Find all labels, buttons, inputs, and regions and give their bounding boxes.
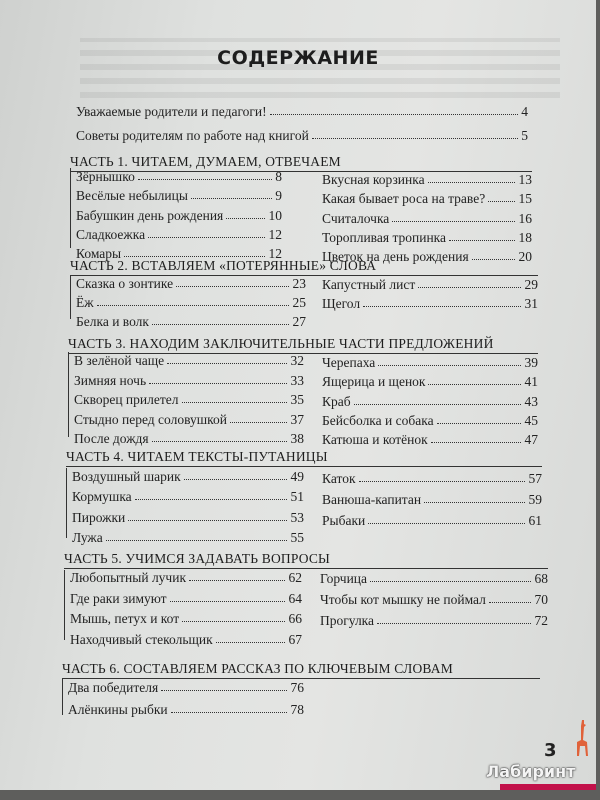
toc-entry (322, 210, 532, 227)
toc-entry (320, 570, 548, 587)
accent-stripe (500, 784, 596, 790)
toc-entry-title: Горчица (320, 571, 368, 586)
toc-entry-title: Пирожки (72, 510, 126, 525)
toc-entry-title: Ящерица и щенок (322, 374, 426, 389)
column-divider (64, 570, 65, 640)
toc-page-number: 5 (521, 128, 528, 143)
dot-leader (392, 221, 515, 222)
dot-leader (431, 442, 521, 443)
toc-entry (322, 354, 538, 371)
watermark: Лабиринт (486, 762, 576, 781)
column-divider (70, 276, 71, 319)
dot-leader (216, 642, 285, 643)
toc-page-number: 41 (524, 374, 538, 389)
dot-leader (368, 523, 525, 524)
dot-leader (128, 520, 287, 521)
toc-entry (322, 190, 532, 207)
toc-page-number: 18 (518, 230, 532, 245)
dot-leader (449, 240, 515, 241)
toc-entry-title: Сказка о зонтике (76, 276, 174, 291)
toc-page-number: 8 (275, 169, 282, 184)
dot-leader (182, 402, 287, 403)
dot-leader (97, 305, 289, 306)
dot-leader (270, 114, 518, 115)
part-heading: ЧАСТЬ 5. УЧИМСЯ ЗАДАВАТЬ ВОПРОСЫ (64, 551, 331, 566)
toc-entry (74, 352, 304, 369)
toc-page-number: 49 (290, 469, 304, 484)
toc-entry (74, 372, 304, 389)
page-number: 3 (544, 740, 557, 761)
toc-entry (74, 430, 304, 447)
toc-entry-title: В зелёной чаще (74, 353, 165, 368)
toc-page-number: 76 (290, 680, 304, 695)
toc-entry (76, 127, 528, 144)
toc-page-number: 16 (518, 211, 532, 226)
dot-leader (230, 422, 287, 423)
toc-page-number: 38 (290, 431, 304, 446)
toc-entry (70, 569, 302, 586)
toc-entry-title: Мышь, петух и кот (70, 611, 180, 626)
dot-leader (191, 198, 272, 199)
toc-page-number: 78 (290, 702, 304, 717)
dot-leader (171, 712, 287, 713)
toc-entry (322, 491, 542, 508)
dot-leader (428, 182, 515, 183)
dot-leader (167, 363, 287, 364)
toc-entry-title: Считалочка (322, 211, 390, 226)
toc-page-number: 37 (290, 412, 304, 427)
heading-underline (66, 466, 542, 467)
toc-entry-title: Катюша и котёнок (322, 432, 428, 447)
toc-entry-title: После дождя (74, 431, 149, 446)
part-heading: ЧАСТЬ 3. НАХОДИМ ЗАКЛЮЧИТЕЛЬНЫЕ ЧАСТИ ПРЕДЛОЖЕНИЙ (68, 336, 494, 351)
dot-leader (312, 138, 518, 139)
dot-leader (418, 287, 521, 288)
toc-entry (76, 103, 528, 120)
toc-entry-title: Белка и волк (76, 314, 149, 329)
toc-page-number: 59 (528, 492, 542, 507)
toc-entry (322, 512, 542, 529)
toc-entry (76, 275, 306, 292)
toc-page-number: 27 (292, 314, 306, 329)
toc-entry-title: Бабушкин день рождения (76, 208, 224, 223)
toc-entry-title: Кормушка (72, 489, 132, 504)
toc-entry (322, 431, 538, 448)
toc-page-number: 32 (290, 353, 304, 368)
toc-entry-title: Черепаха (322, 355, 376, 370)
dot-leader (176, 286, 289, 287)
toc-entry-title: Капустный лист (322, 277, 416, 292)
part-heading: ЧАСТЬ 4. ЧИТАЕМ ТЕКСТЫ-ПУТАНИЦЫ (66, 449, 328, 464)
toc-entry (76, 187, 282, 204)
dot-leader (226, 218, 265, 219)
toc-entry-title: Ванюша-капитан (322, 492, 422, 507)
toc-entry (322, 470, 542, 487)
toc-entry-title: Вкусная корзинка (322, 172, 425, 187)
toc-page-number: 43 (524, 394, 538, 409)
toc-entry-title: Каток (322, 471, 356, 486)
toc-page-number: 57 (528, 471, 542, 486)
toc-entry (74, 391, 304, 408)
toc-page-number: 33 (290, 373, 304, 388)
toc-page-number: 9 (275, 188, 282, 203)
toc-entry-title: Краб (322, 394, 351, 409)
dot-leader (184, 479, 287, 480)
toc-entry-title: Цветок на день рождения (322, 249, 469, 264)
toc-entry (72, 529, 304, 546)
dot-leader (370, 581, 531, 582)
toc-page-number: 45 (524, 413, 538, 428)
toc-page-number: 23 (292, 276, 306, 291)
dot-leader (138, 179, 272, 180)
toc-entry-title: Весёлые небылицы (76, 188, 188, 203)
toc-entry (70, 610, 302, 627)
toc-entry (68, 701, 304, 718)
column-divider (66, 468, 67, 538)
dot-leader (359, 481, 525, 482)
toc-page-number: 4 (521, 104, 528, 119)
dot-leader (189, 580, 285, 581)
toc-entry-title: Рыбаки (322, 513, 366, 528)
toc-entry (72, 509, 304, 526)
dot-leader (437, 423, 521, 424)
toc-entry (322, 276, 538, 293)
toc-entry (72, 488, 304, 505)
toc-page-number: 15 (518, 191, 532, 206)
toc-page-number: 61 (528, 513, 542, 528)
toc-entry-title: Щегол (322, 296, 361, 311)
toc-entry-title: Скворец прилетел (74, 392, 179, 407)
toc-page-number: 13 (518, 172, 532, 187)
dot-leader (489, 602, 531, 603)
toc-entry-title: Два победителя (68, 680, 159, 695)
toc-entry-title: Зёрнышко (76, 169, 135, 184)
toc-entry-title: Воздушный шарик (72, 469, 181, 484)
dot-leader (424, 502, 525, 503)
toc-entry (68, 679, 304, 696)
dot-leader (106, 540, 287, 541)
toc-page-number: 70 (534, 592, 548, 607)
toc-page-number: 29 (524, 277, 538, 292)
toc-entry-title: Прогулка (320, 613, 375, 628)
toc-entry (76, 207, 282, 224)
toc-page-number: 68 (534, 571, 548, 586)
toc-page-number: 53 (290, 510, 304, 525)
toc-entry (72, 468, 304, 485)
toc-entry-title: Комары (76, 246, 122, 261)
dot-leader (152, 441, 287, 442)
toc-entry (322, 393, 538, 410)
toc-entry-title: Уважаемые родители и педагоги! (76, 104, 267, 119)
toc-entry-title: Зимняя ночь (74, 373, 147, 388)
toc-entry (76, 226, 282, 243)
toc-page-number: 72 (534, 613, 548, 628)
giraffe-icon (568, 718, 592, 758)
toc-page-number: 47 (524, 432, 538, 447)
page-title: СОДЕРЖАНИЕ (217, 47, 379, 69)
dot-leader (148, 237, 265, 238)
dot-leader (152, 324, 289, 325)
toc-page-number: 12 (268, 246, 282, 261)
toc-entry-title: Где раки зимуют (70, 591, 167, 606)
dot-leader (472, 259, 515, 260)
dot-leader (428, 384, 521, 385)
toc-entry-title: Лужа (72, 530, 103, 545)
toc-page-number: 35 (290, 392, 304, 407)
toc-entry (322, 412, 538, 429)
toc-entry-title: Чтобы кот мышку не поймал (320, 592, 486, 607)
dot-leader (378, 365, 521, 366)
toc-entry-title: Стыдно перед соловушкой (74, 412, 227, 427)
toc-entry (76, 294, 306, 311)
toc-page-number: 62 (288, 570, 302, 585)
dot-leader (149, 383, 287, 384)
toc-entry-title: Торопливая тропинка (322, 230, 447, 245)
part-heading: ЧАСТЬ 1. ЧИТАЕМ, ДУМАЕМ, ОТВЕЧАЕМ (70, 154, 341, 169)
toc-entry (322, 373, 538, 390)
dot-leader (124, 256, 265, 257)
dot-leader (354, 404, 521, 405)
toc-page-number: 25 (292, 295, 306, 310)
toc-entry-title: Какая бывает роса на траве? (322, 191, 486, 206)
toc-page-number: 67 (288, 632, 302, 647)
toc-entry (74, 411, 304, 428)
toc-entry (322, 229, 532, 246)
dot-leader (170, 601, 285, 602)
toc-entry-title: Находчивый стекольщик (70, 632, 213, 647)
dot-leader (182, 621, 285, 622)
toc-entry-title: Советы родителям по работе над книгой (76, 128, 309, 143)
part-heading: ЧАСТЬ 6. СОСТАВЛЯЕМ РАССКАЗ ПО КЛЮЧЕВЫМ СЛОВАМ (62, 661, 453, 676)
toc-entry (70, 590, 302, 607)
toc-entry-title: Сладкоежка (76, 227, 146, 242)
column-divider (62, 679, 63, 715)
toc-entry (320, 612, 548, 629)
toc-page-number: 12 (268, 227, 282, 242)
dot-leader (377, 623, 531, 624)
toc-page-number: 51 (290, 489, 304, 504)
toc-page-number: 66 (288, 611, 302, 626)
part-heading: ЧАСТЬ 2. ВСТАВЛЯЕМ «ПОТЕРЯННЫЕ» СЛОВА (70, 258, 377, 273)
toc-page-number: 10 (268, 208, 282, 223)
toc-page-number: 64 (288, 591, 302, 606)
dot-leader (363, 306, 521, 307)
toc-entry (322, 171, 532, 188)
toc-page-number: 55 (290, 530, 304, 545)
dot-leader (488, 201, 515, 202)
toc-entry (76, 168, 282, 185)
toc-entry (322, 295, 538, 312)
toc-entry-title: Ёж (76, 295, 94, 310)
toc-entry-title: Любопытный лучик (70, 570, 187, 585)
toc-page-number: 39 (524, 355, 538, 370)
toc-entry (70, 631, 302, 648)
column-divider (68, 352, 69, 437)
column-divider (70, 168, 71, 248)
dot-leader (135, 499, 287, 500)
toc-entry-title: Бейсболка и собака (322, 413, 434, 428)
toc-page-number: 31 (524, 296, 538, 311)
toc-page-number: 20 (518, 249, 532, 264)
dot-leader (161, 690, 287, 691)
toc-entry-title: Алёнкины рыбки (68, 702, 168, 717)
toc-entry (320, 591, 548, 608)
toc-entry (76, 313, 306, 330)
